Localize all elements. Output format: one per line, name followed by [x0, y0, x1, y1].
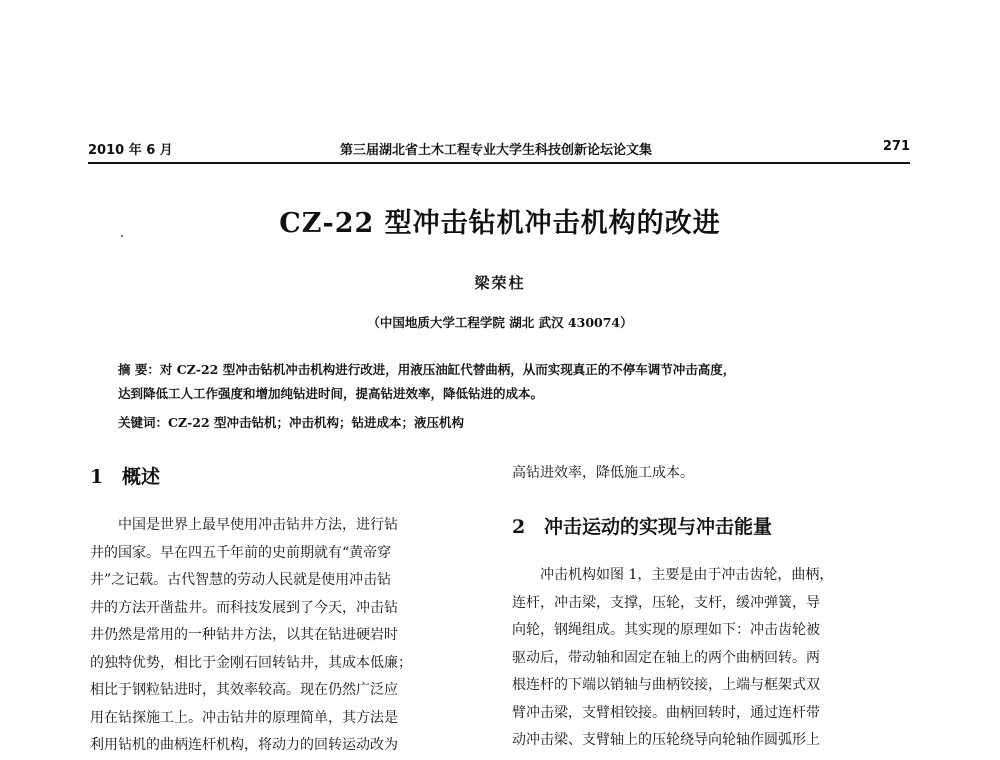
section-2-number: 2: [512, 516, 526, 538]
header-journal: 第三届湖北省土木工程专业大学生科技创新论坛论文集: [340, 143, 653, 158]
section-1-heading: [90, 462, 160, 489]
body-line: 动冲击梁、支臂轴上的压轮绕导向轮轴作圆弧形上: [512, 732, 820, 748]
affiliation: （中国地质大学工程学院 湖北 武汉 430074）: [367, 315, 633, 330]
section-2-title: 冲击运动的实现与冲击能量: [544, 516, 773, 538]
body-line: 高钻进效率，降低施工成本。: [512, 465, 694, 481]
paper-title: CZ-22 型冲击钻机冲击机构的改进: [279, 208, 721, 239]
body-line: 驱动后，带动轴和固定在轴上的两个曲柄回转。两: [512, 649, 820, 666]
abstract-label: 摘 要：: [118, 362, 160, 377]
body-line: 根连杆的下端以销轴与曲柄铰接，上端与框架式双: [512, 677, 820, 693]
keywords-text: CZ-22 型冲击钻机；冲击机构；钻进成本；液压机构: [168, 415, 465, 430]
section-1-title: 概述: [122, 466, 161, 488]
keywords: [118, 412, 878, 434]
abstract-line-1: [118, 359, 878, 381]
abstract-text-1: 对 CZ-22 型冲击钻机冲击机构进行改进，用液压油缸代替曲柄，从而实现真正的不停车调节冲击高度，: [159, 362, 736, 377]
body-line: 用在钻探施工上。冲击钻井的原理简单，其方法是: [90, 709, 398, 726]
body-line: 向轮，钢绳组成。其实现的原理如下：冲击齿轮被: [512, 622, 820, 638]
header-rule: [88, 162, 910, 164]
section-2-body: [512, 562, 912, 755]
body-line: 井的国家。早在四五千年前的史前期就有“黄帝穿: [90, 544, 392, 561]
body-line: 井的方法开凿盐井。而科技发展到了今天，冲击钻: [90, 599, 398, 616]
section-1-number: 1: [90, 466, 104, 488]
body-line: 中国是世界上最早使用冲击钻井方法，进行钻: [118, 517, 398, 533]
header-page-number: 271: [882, 139, 910, 154]
body-line: 连杆，冲击梁，支撑，压轮，支杆，缓冲弹簧，导: [512, 594, 820, 611]
section-2-heading: [512, 512, 772, 539]
section-1-body: [90, 512, 482, 760]
running-header: [88, 139, 910, 161]
author: 梁荣柱: [474, 274, 526, 292]
body-line: 相比于钢粒钻进时，其效率较高。现在仍然广泛应: [90, 682, 398, 698]
right-column-continuation: [512, 460, 912, 488]
body-line: 冲击机构如图 1，主要是由于冲击齿轮，曲柄，: [540, 567, 834, 583]
body-line: 井”之记载。古代智慧的劳动人民就是使用冲击钻: [90, 572, 392, 588]
body-line: 井仍然是常用的一种钻井方法，以其在钻进硬岩时: [90, 627, 398, 643]
header-date: 2010 年 6 月: [88, 143, 173, 158]
body-line: 臂冲击梁，支臂相铰接。曲柄回转时，通过连杆带: [512, 704, 820, 721]
abstract-text-2: 达到降低工人工作强度和增加纯钻进时间，提高钻进效率，降低钻进的成本。: [118, 386, 544, 401]
abstract-line-2: [118, 383, 878, 405]
keywords-label: 关键词：: [118, 415, 169, 430]
body-line: 利用钻机的曲柄连杆机构，将动力的回转运动改为: [90, 737, 398, 753]
body-line: 的独特优势，相比于金刚石回转钻井，其成本低廉；: [90, 654, 412, 671]
